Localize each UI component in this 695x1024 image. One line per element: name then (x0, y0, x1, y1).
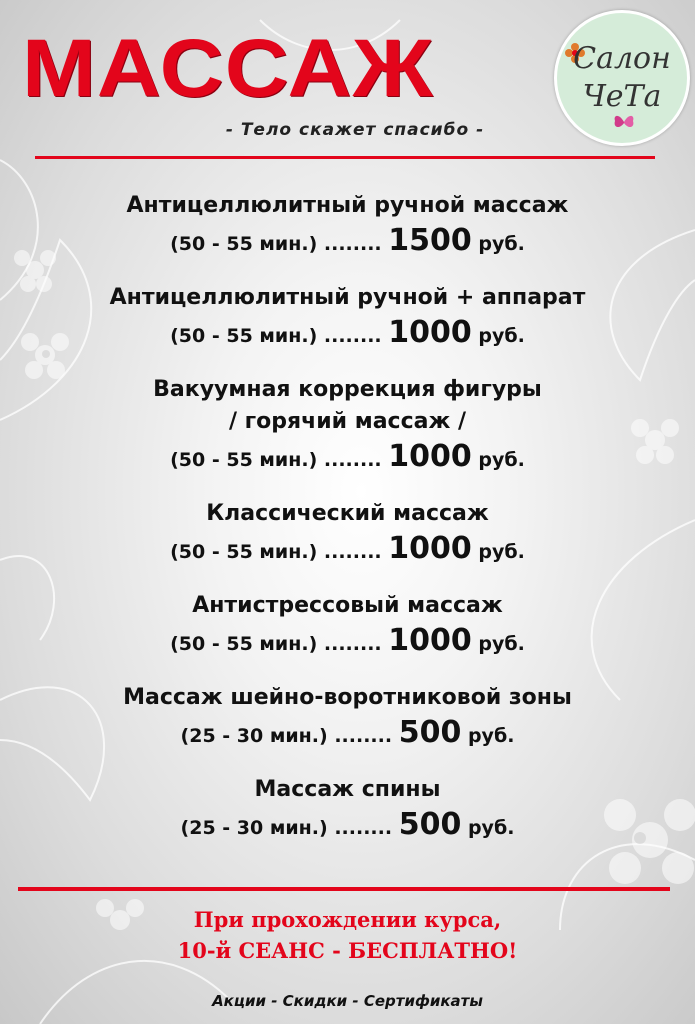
service-duration: (50 - 55 мин.) ........ (170, 325, 382, 347)
service-price: 1000 (388, 623, 472, 658)
service-name: Массаж спины (254, 777, 441, 802)
service-price: 500 (398, 807, 462, 842)
service-duration: (25 - 30 мин.) ........ (180, 817, 393, 839)
service-currency: руб. (478, 449, 525, 471)
tagline: - Тело скажет спасибо - (225, 120, 485, 140)
service-name: Антицеллюлитный ручной массаж (126, 193, 569, 218)
service-currency: руб. (467, 817, 515, 839)
promo-line-1: При прохождении курса, (193, 907, 502, 932)
service-currency: руб. (467, 725, 515, 747)
service-price: 1500 (388, 223, 472, 258)
service-price-line (0, 806, 695, 847)
service-currency: руб. (478, 633, 525, 655)
service-price-line (0, 714, 695, 755)
service-name: Антистрессовый массаж (192, 593, 503, 618)
promo-block (0, 904, 695, 966)
divider-bottom (18, 887, 670, 891)
service-name: / горячий массаж / (228, 409, 467, 434)
butterfly-icon (613, 113, 635, 131)
service-price: 1000 (388, 315, 472, 350)
service-item (0, 590, 695, 663)
service-price-line (0, 314, 695, 355)
service-item (0, 682, 695, 755)
service-item (0, 190, 695, 263)
service-currency: руб. (478, 233, 525, 255)
divider-top (35, 156, 655, 159)
service-name: Антицеллюлитный ручной + аппарат (109, 285, 586, 310)
service-name: Классический массаж (206, 501, 489, 526)
service-duration: (50 - 55 мин.) ........ (170, 233, 382, 255)
service-duration: (50 - 55 мин.) ........ (170, 541, 382, 563)
service-duration: (50 - 55 мин.) ........ (170, 449, 382, 471)
promo-line-2: 10-й СЕАНС - БЕСПЛАТНО! (177, 938, 518, 963)
service-item (0, 774, 695, 847)
service-price: 500 (398, 715, 462, 750)
service-price-line (0, 222, 695, 263)
service-item (0, 498, 695, 571)
footer-text: Акции - Скидки - Сертификаты (212, 992, 483, 1010)
service-currency: руб. (478, 541, 525, 563)
service-item (0, 374, 695, 479)
service-price-line (0, 622, 695, 663)
service-price: 1000 (388, 439, 472, 474)
service-duration: (25 - 30 мин.) ........ (180, 725, 393, 747)
service-name: Вакуумная коррекция фигуры (153, 377, 542, 402)
service-duration: (50 - 55 мин.) ........ (170, 633, 382, 655)
logo-text-cheta: ЧеТа (582, 79, 662, 114)
logo-text-salon: Салон (573, 41, 671, 76)
service-price-line (0, 438, 695, 479)
service-item (0, 282, 695, 355)
service-price-line (0, 530, 695, 571)
service-name: Массаж шейно-воротниковой зоны (123, 685, 572, 710)
page-title: МАССАЖ (22, 23, 434, 114)
salon-logo (554, 10, 690, 146)
service-price: 1000 (388, 531, 472, 566)
service-list (0, 190, 695, 866)
service-currency: руб. (478, 325, 525, 347)
